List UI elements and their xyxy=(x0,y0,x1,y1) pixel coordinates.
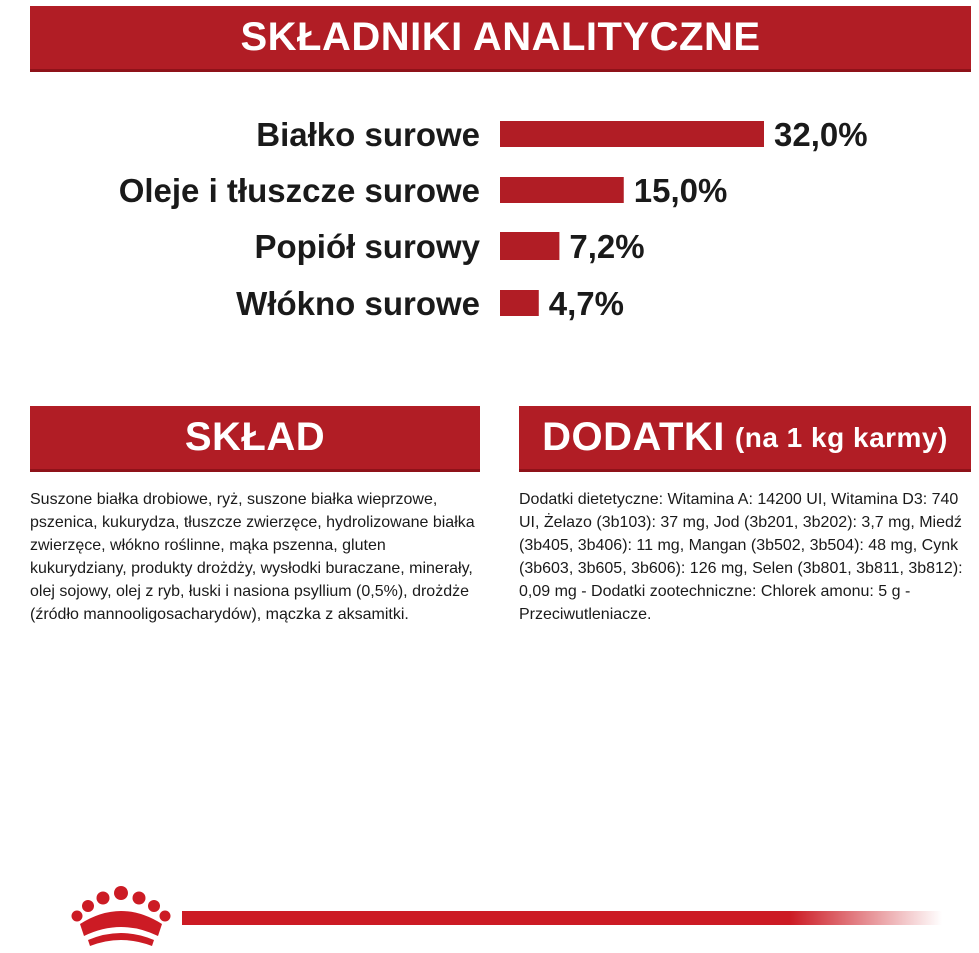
bar xyxy=(500,232,559,260)
dodatki-additives-text: Dodatki dietetyczne: Witamina A: 14200 UI, Witamina D3: 740 UI, Żelazo (3b103): 37 mg, Jod (3b201, 3b202): 3,7 mg, Miedź (3b405, 3b406): 11 mg, Mangan (3b502, 3b504): 48 mg, Cynk (3b603, 3b605, 3b606): 126 mg, Selen (3b801, 3b811, 3b812): 0,09 mg - Dodatki zootechniczne: Chlorek amonu: 5 g - Przeciwutleniacze. xyxy=(519,491,963,623)
sklad-title-banner xyxy=(30,406,480,472)
analytic-title: SKŁADNIKI ANALITYCZNE xyxy=(240,15,761,59)
value-label: 7,2% xyxy=(569,228,645,265)
bar xyxy=(500,177,624,203)
dodatki-title-suffix: (na 1 kg karmy) xyxy=(734,421,948,453)
value-label: 32,0% xyxy=(774,116,868,153)
category-label: Popiół surowy xyxy=(254,228,480,265)
bar xyxy=(500,290,539,316)
dodatki-title-banner xyxy=(519,406,971,472)
category-label: Włókno surowe xyxy=(236,285,480,322)
analytic-bar-chart xyxy=(0,0,979,400)
bar xyxy=(500,121,764,147)
category-label: Białko surowe xyxy=(256,116,480,153)
category-label: Oleje i tłuszcze surowe xyxy=(118,172,480,209)
value-label: 4,7% xyxy=(548,285,624,322)
sklad-title: SKŁAD xyxy=(184,415,326,459)
crown-icon xyxy=(66,884,176,952)
dodatki-title: DODATKI xyxy=(542,415,725,459)
footer-stripe xyxy=(182,911,942,925)
value-label: 15,0% xyxy=(633,172,728,209)
sklad-ingredients-text: Suszone białka drobiowe, ryż, suszone białka wieprzowe, pszenica, kukurydza, tłuszcze zwierzęce, hydrolizowane białka zwierzęce, włókno roślinne, mąka pszenna, gluten kukurydziany, produkty drożdży, wysłodki buraczane, minerały, olej sojowy, olej z ryb, łuski i nasiona psyllium (0,5%), drożdże (źródło mannooligosacharydów), mączka z aksamitki. xyxy=(30,491,475,623)
